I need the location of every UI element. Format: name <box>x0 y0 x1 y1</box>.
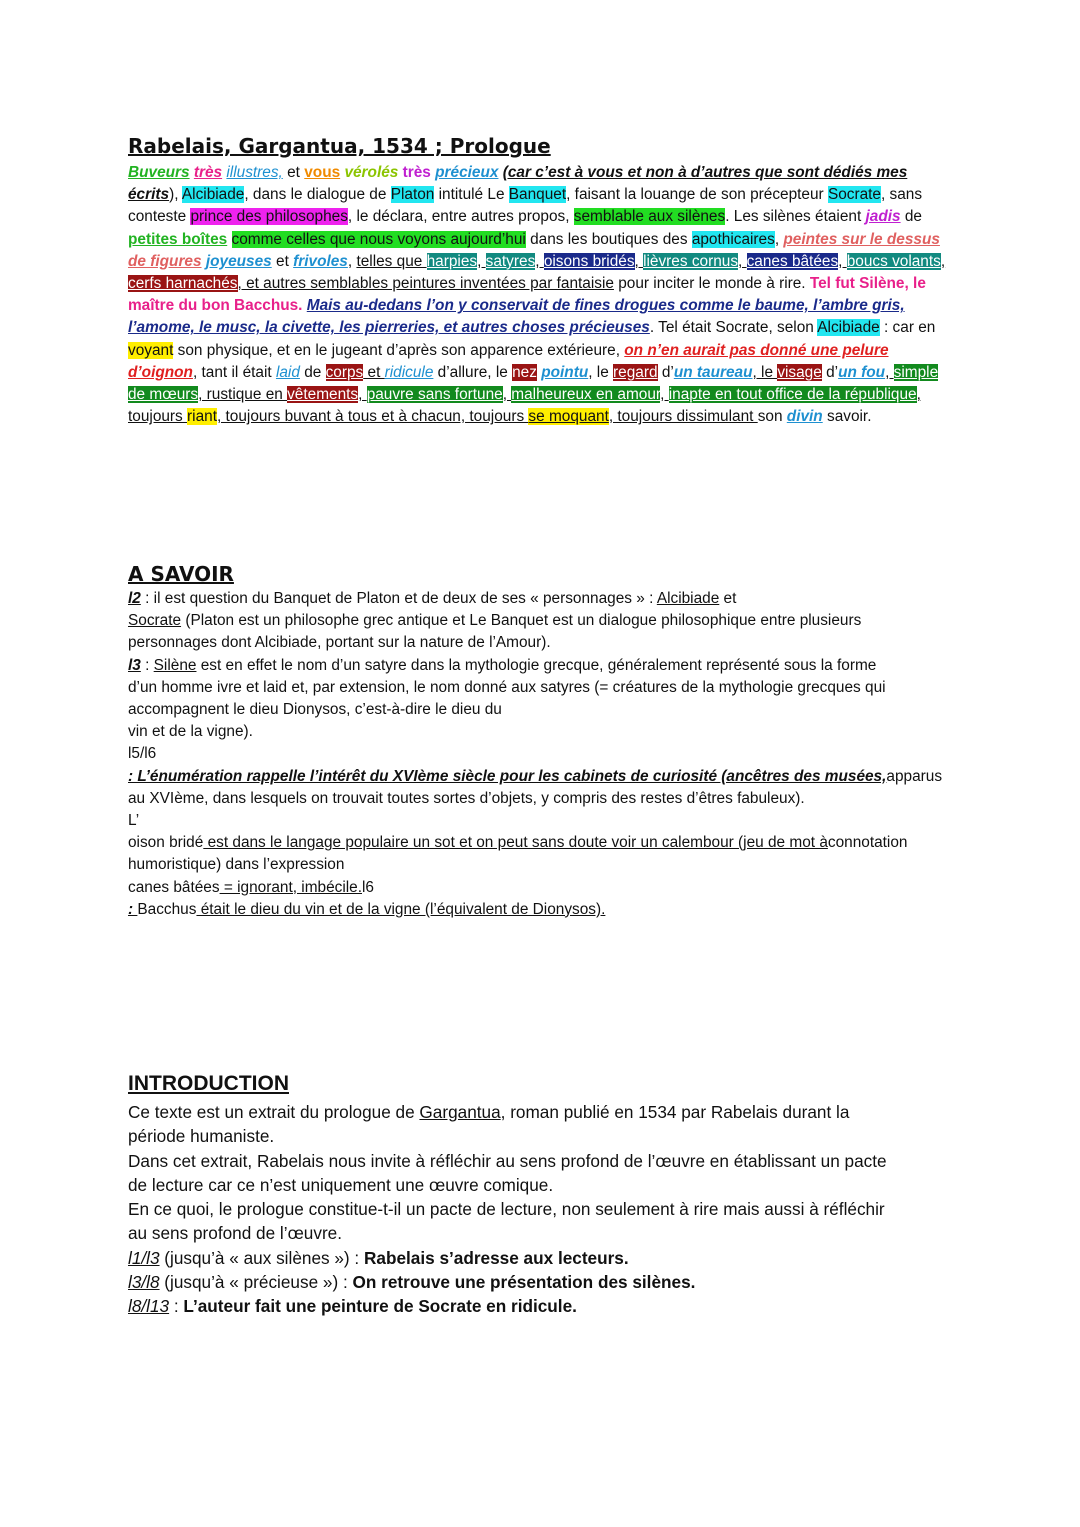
text-fragment: : car en <box>879 319 936 337</box>
text-fragment: savoir. <box>822 408 872 426</box>
text-fragment: et <box>271 252 294 270</box>
underlined-term: Alcibiade <box>656 590 720 607</box>
highlighted-creature: lièvres cornus <box>643 252 739 270</box>
text-fragment: (Platon est un philosophe grec antique et Le Banquet est un dialogue philosophique entre plusieurs <box>181 612 862 630</box>
highlighted-phrase: se moquant <box>528 408 609 426</box>
underlined-term: = ignorant, imbécile. <box>219 878 363 896</box>
annotated-word: très <box>193 164 223 181</box>
highlighted-word: nez <box>512 363 537 381</box>
annotated-word: vous <box>304 164 341 181</box>
plan-heading: L’auteur fait une peinture de Socrate en ridicule. <box>183 1296 577 1317</box>
text-fragment: , <box>940 252 946 270</box>
text-fragment: dans les boutiques des <box>525 230 692 248</box>
text-fragment: et <box>282 164 305 181</box>
note-line <box>128 832 958 876</box>
text-fragment <box>227 231 231 248</box>
line-reference: l8/l13 <box>128 1296 170 1317</box>
text-fragment: canes bâtées <box>128 878 220 896</box>
plan-item <box>128 1294 958 1318</box>
text-fragment: d’ <box>657 363 674 381</box>
text-fragment: l6 <box>362 878 374 896</box>
a-savoir-text <box>128 588 958 921</box>
text-fragment: , <box>477 252 486 270</box>
annotated-word: ridicule <box>384 363 434 381</box>
annotated-word: joyeuses <box>205 252 272 270</box>
text-fragment: , <box>660 386 669 404</box>
highlighted-name: Socrate <box>827 186 881 204</box>
text-fragment: , roman publié en 1534 par Rabelais durant la <box>500 1102 850 1122</box>
text-fragment: son physique, et en le jugeant d’après son apparence extérieure, <box>173 341 625 359</box>
text-fragment: , toujours buvant à tous et à chacun, toujours <box>216 408 529 426</box>
text-fragment: , faisant la louange de son précepteur <box>566 186 828 204</box>
intro-line: de lecture car ce n’est uniquement une œuvre comique. <box>128 1174 554 1195</box>
text-fragment: de <box>299 363 326 381</box>
note-line <box>128 899 958 921</box>
note-line <box>128 655 958 677</box>
text-fragment: est en effet le nom d’un satyre dans la mythologie grecque, généralement représenté sous la forme <box>196 656 877 674</box>
text-fragment: . Les silènes étaient <box>725 208 866 226</box>
highlighted-creature: cerfs harnachés <box>128 275 238 293</box>
intro-line: En ce quoi, le prologue constitue-t-il un pacte de lecture, non seulement à rire mais aussi à réfléchir <box>128 1199 885 1220</box>
text-fragment: , toujours <box>128 386 921 426</box>
text-fragment: : il est question du Banquet de Platon et de deux de ses « personnages » : <box>140 590 657 607</box>
annotated-sentence: Mais au-dedans l’on y conservait de fines drogues comme le baume, l’ambre gris, l’amome, le musc, la civette, les pierreries, et autres choses précieuses <box>128 297 905 337</box>
annotated-phrase: peintes sur le dessus de figures <box>128 230 940 270</box>
text-fragment: Ce texte est un extrait du prologue de <box>128 1102 420 1122</box>
prologue-text <box>128 162 958 428</box>
note-line: personnages dont Alcibiade, portant sur la nature de l’Amour). <box>128 634 551 652</box>
note-line: L’ <box>128 812 140 830</box>
text-fragment: (jusqu’à « aux silènes ») : <box>159 1247 364 1268</box>
text-fragment: , <box>535 252 544 270</box>
annotated-word: petites boîtes <box>128 230 228 248</box>
annotated-phrase: on n’en aurait pas donné une pelure d’oignon <box>128 341 889 381</box>
text-fragment: , tant il était <box>192 363 276 381</box>
text-fragment: apparus au XVIème, dans lesquels on trouvait toutes sortes d’objets, y compris des restes d’êtres fabuleux). <box>128 767 943 807</box>
annotated-word: laid <box>275 363 300 381</box>
annotated-phrase: , et autres semblables peintures inventées par fantaisie <box>237 275 614 293</box>
annotated-word: frivoles <box>293 252 348 270</box>
annotated-word: jadis <box>865 208 901 226</box>
note-line: vin et de la vigne). <box>128 723 253 741</box>
text-fragment: connotation humoristique) dans l’expression <box>128 834 908 874</box>
text-fragment: Bacchus <box>137 900 197 918</box>
highlighted-phrase: pauvre sans fortune <box>366 386 503 404</box>
note-line <box>128 766 958 810</box>
annotated-word: pointu <box>541 363 589 381</box>
highlighted-word: visage <box>777 363 822 381</box>
note-line: d’un homme ivre et laid et, par extension, le nom donné aux satyres (= créatures de la mythologie grecques qui <box>128 678 886 696</box>
text-fragment: , <box>738 252 747 270</box>
intro-line: Dans cet extrait, Rabelais nous invite à réfléchir au sens profond de l’œuvre en établissant un pacte <box>128 1150 887 1171</box>
introduction-section <box>128 1070 958 1319</box>
text-fragment: intitulé Le <box>434 186 509 204</box>
introduction-title: INTRODUCTION <box>128 1072 289 1095</box>
annotated-phrase: telles que <box>356 252 427 270</box>
highlighted-word: corps <box>325 363 364 381</box>
line-reference: l3/l8 <box>128 1272 160 1293</box>
highlighted-word: voyant <box>128 341 174 359</box>
underlined-term: est dans le langage populaire un sot et on peut sans doute voir un calembour (jeu de mot à <box>203 834 828 852</box>
highlighted-creature: harpies <box>426 252 478 270</box>
text-fragment: , sans conteste <box>128 186 923 226</box>
text-fragment: , <box>502 386 512 404</box>
highlighted-phrase: prince des philosophes <box>190 208 348 226</box>
annotated-word: Buveurs <box>128 164 190 181</box>
note-line <box>128 610 958 632</box>
intro-line <box>128 1100 958 1124</box>
highlighted-word: apothicaires <box>691 230 775 248</box>
annotated-sentence: Tel fut Silène, le maître du bon Bacchus. <box>128 275 926 315</box>
highlighted-creature: oisons bridés <box>543 252 635 270</box>
highlighted-creature: boucs volants <box>846 252 941 270</box>
highlighted-word: vêtements <box>287 386 359 404</box>
plan-heading: Rabelais s’adresse aux lecteurs. <box>363 1247 629 1268</box>
highlighted-name: Alcibiade <box>181 186 245 204</box>
text-fragment: oison bridé <box>128 834 204 852</box>
annotated-word: très <box>402 164 431 181</box>
text-fragment: de <box>900 208 922 226</box>
text-fragment: son <box>757 408 787 426</box>
highlighted-phrase: simple de mœurs <box>128 363 939 404</box>
a-savoir-section <box>128 561 958 921</box>
underlined-term: Silène <box>153 656 197 674</box>
note-line <box>128 877 958 899</box>
annotated-word: précieux <box>435 164 499 181</box>
text-fragment: , <box>838 252 847 270</box>
line-reference: l2 <box>128 590 141 607</box>
highlighted-phrase: comme celles que nous voyons aujourd’hui <box>231 230 526 248</box>
underlined-term: Gargantua <box>419 1102 501 1122</box>
prologue-title: Rabelais, Gargantua, 1534 ; Prologue <box>128 134 551 158</box>
text-fragment: pour inciter le monde à rire. <box>613 275 810 293</box>
highlighted-phrase: inapte en tout office de la république <box>668 386 917 404</box>
annotated-phrase: un fou <box>838 363 886 381</box>
text-fragment: , <box>634 252 644 270</box>
text-fragment: et <box>719 590 737 607</box>
text-fragment: , rustique en <box>198 386 288 404</box>
highlighted-creature: satyres <box>485 252 536 270</box>
underlined-term: était le dieu du vin et de la vigne (l’équivalent de Dionysos). <box>196 900 606 918</box>
text-fragment: , <box>358 386 367 404</box>
line-reference: : <box>128 900 138 918</box>
line-reference: l3 <box>128 656 141 674</box>
prologue-section <box>128 133 958 428</box>
text-fragment: ), <box>169 186 182 204</box>
line-reference: l1/l3 <box>128 1247 160 1268</box>
note-line: accompagnent le dieu Dionysos, c’est-à-dire le dieu du <box>128 701 502 719</box>
text-fragment: : <box>140 656 154 674</box>
text-fragment: , dans le dialogue de <box>244 186 391 204</box>
text-fragment: : <box>169 1296 184 1317</box>
underlined-term: Socrate <box>128 612 182 630</box>
annotated-word: vérolés <box>344 164 399 181</box>
plan-heading: On retrouve une présentation des silènes. <box>352 1272 696 1293</box>
annotated-word: divin <box>786 408 823 426</box>
highlighted-word: riant <box>187 408 217 426</box>
annotated-word: illustres, <box>226 164 283 181</box>
text-fragment: d’ <box>821 363 839 381</box>
highlighted-phrase: malheureux en amour <box>511 386 661 404</box>
intro-line: au sens profond de l’œuvre. <box>128 1223 343 1244</box>
highlighted-name: Banquet <box>508 186 567 204</box>
annotated-phrase: un taureau <box>673 363 753 381</box>
highlighted-name: Alcibiade <box>817 319 880 337</box>
note-line: l5/l6 <box>128 745 157 763</box>
highlighted-creature: canes bâtées <box>746 252 839 270</box>
text-fragment: , <box>774 230 784 248</box>
line-reference: : L’énumération rappelle l’intérêt du XVIème siècle pour les cabinets de curiosité (ancêtres des musées, <box>128 767 887 785</box>
text-fragment: , le <box>752 363 778 381</box>
text-fragment: . Tel était Socrate, selon <box>649 319 818 337</box>
note-line <box>128 588 958 610</box>
plan-item <box>128 1270 958 1294</box>
text-fragment: (jusqu’à « précieuse ») : <box>159 1272 353 1293</box>
text-fragment: et <box>363 363 385 381</box>
text-fragment: , le <box>588 363 614 381</box>
text-fragment: , <box>347 252 357 270</box>
text-fragment: , toujours dissimulant <box>608 408 758 426</box>
highlighted-phrase: semblable aux silènes <box>573 208 726 226</box>
highlighted-name: Platon <box>390 186 435 204</box>
text-fragment: , le déclara, entre autres propos, <box>347 208 574 226</box>
intro-line: période humaniste. <box>128 1126 275 1147</box>
annotated-phrase: (car c’est à vous et non à d’autres que sont dédiés mes écrits <box>128 164 908 204</box>
plan-item <box>128 1246 958 1270</box>
a-savoir-title: A SAVOIR <box>128 562 234 586</box>
introduction-text <box>128 1100 958 1319</box>
highlighted-word: regard <box>613 363 658 381</box>
text-fragment: , <box>885 363 894 381</box>
text-fragment: d’allure, le <box>433 363 513 381</box>
